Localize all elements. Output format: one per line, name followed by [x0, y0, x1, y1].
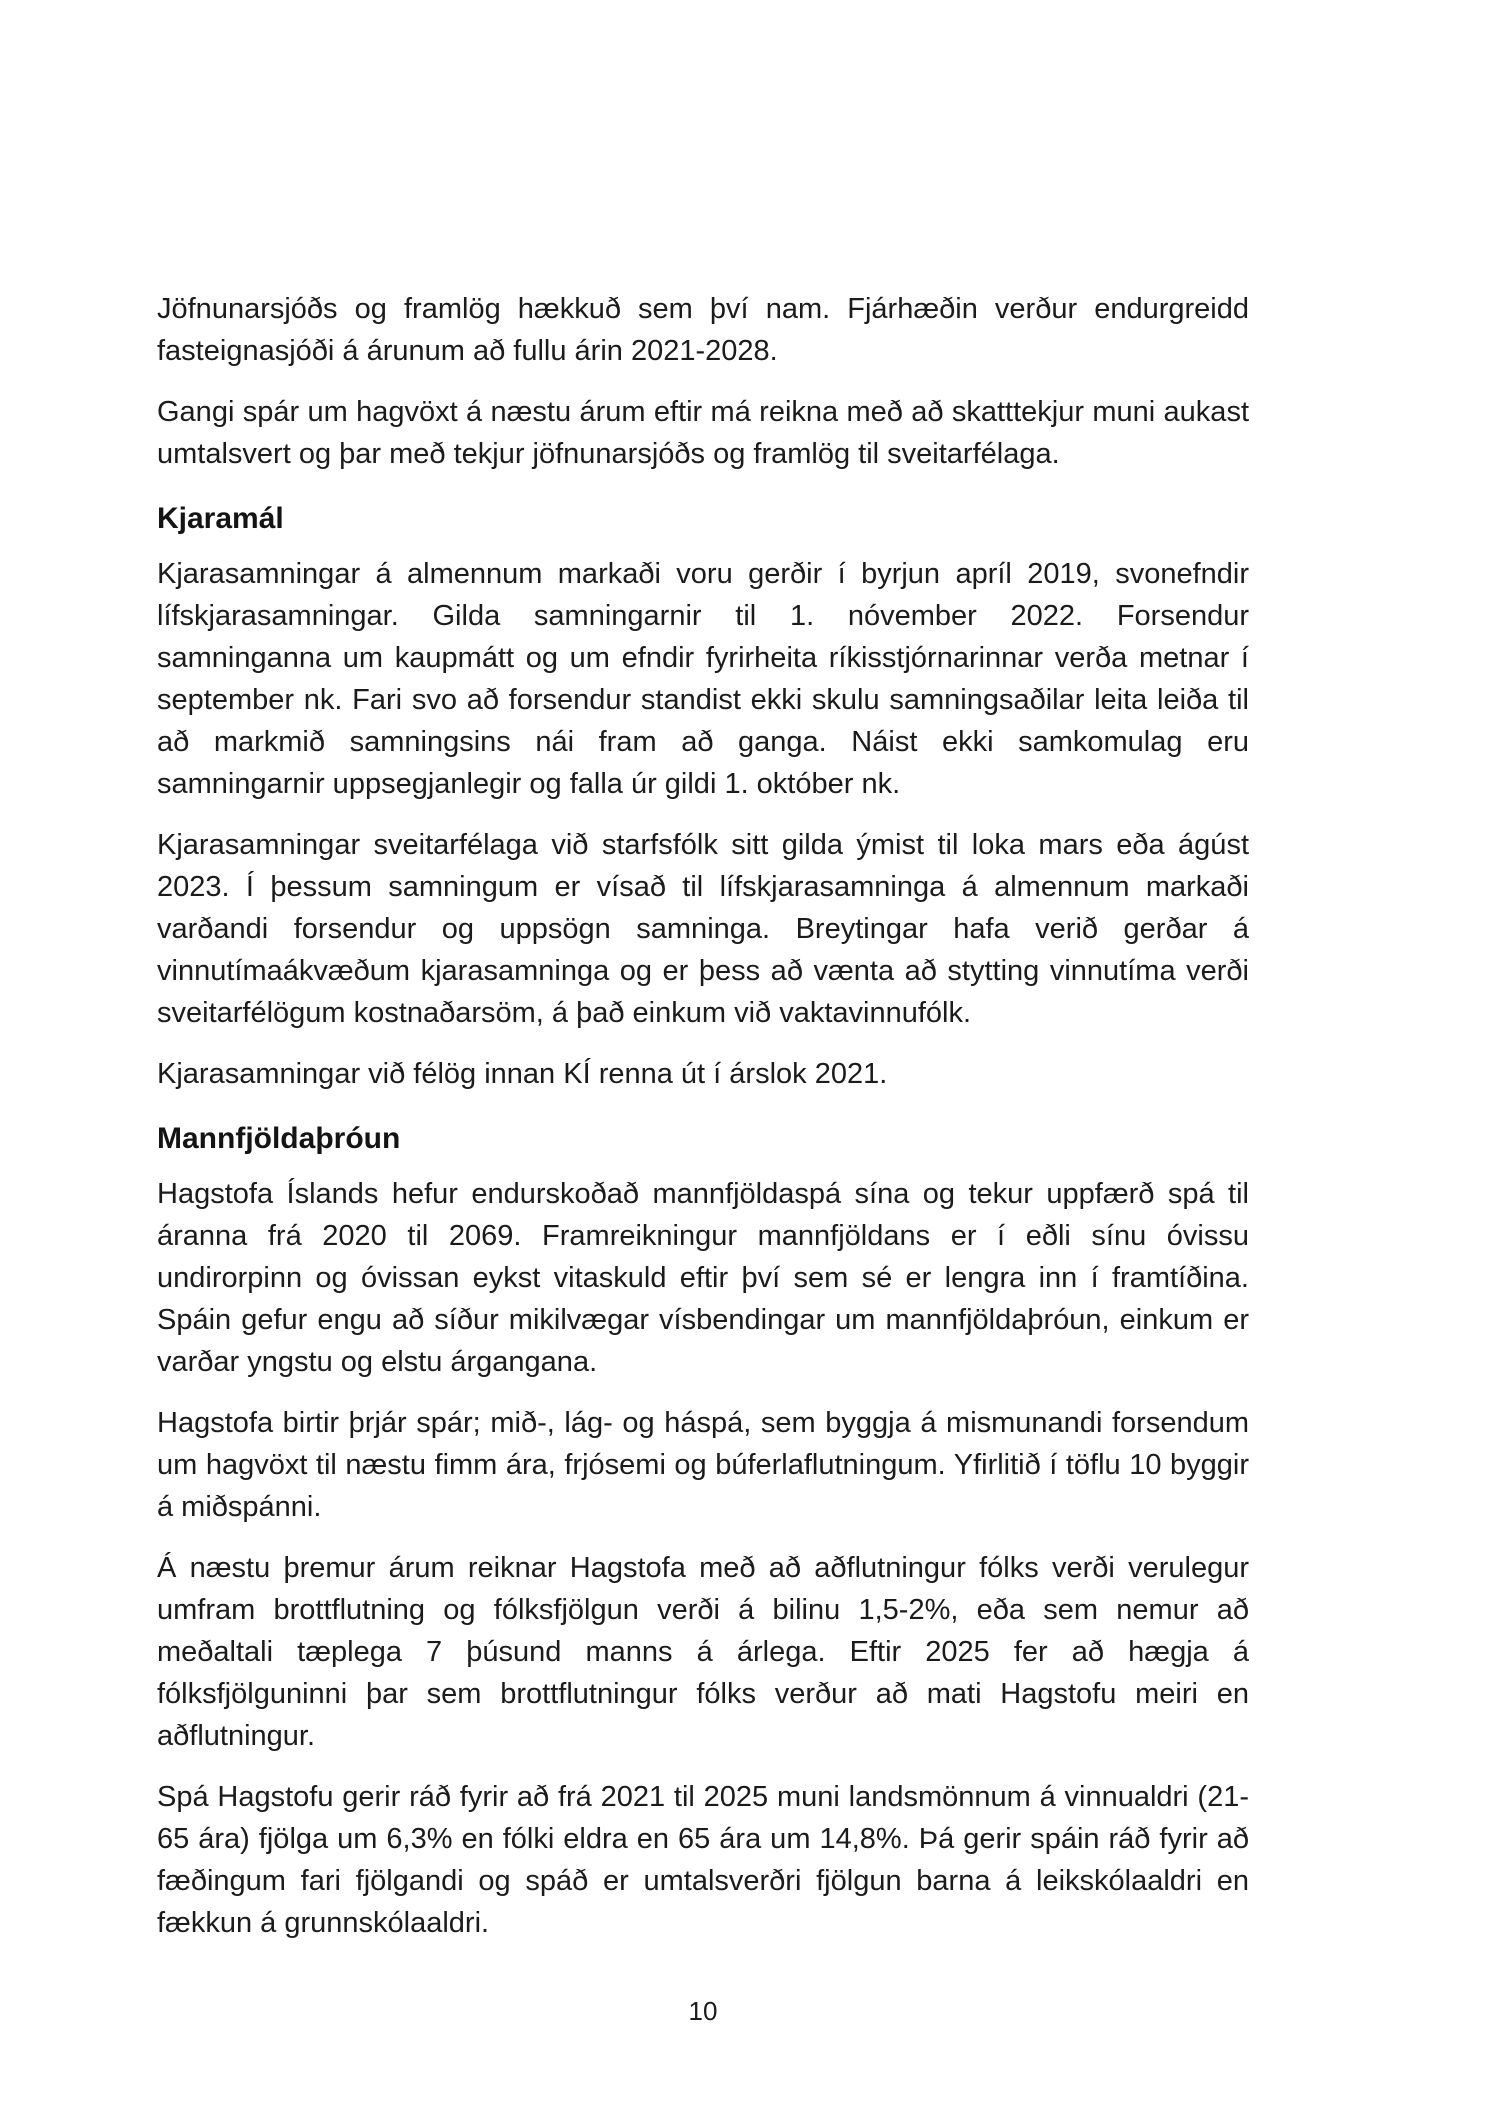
paragraph: Spá Hagstofu gerir ráð fyrir að frá 2021 til 2025 muni landsmönnum á vinnualdri (21-65 ára) fjölga um 6,3% en fólki eldra en 65 ára um 14,8%. Þá gerir spáin ráð fyrir að fæðingum fari fjölgandi og spáð er umtalsverðri fjölgun barna á leikskólaaldri en fækkun á grunnskólaaldri. — [157, 1781, 1249, 1939]
paragraph: Hagstofa Íslands hefur endurskoðað mannfjöldaspá sína og tekur uppfærð spá til áranna frá 2020 til 2069. Framreikningur mannfjöldans er í eðli sínu óvissu undirorpinn og óvissan eykst vitaskuld eftir því sem sé er lengra inn í framtíðina. Spáin gefur engu að síður mikilvægar vísbendingar um mannfjöldaþróun, einkum er varðar yngstu og elstu árgangana. — [157, 1178, 1249, 1378]
section-heading-mannfjoldathroun: Mannfjöldaþróun — [157, 1122, 401, 1155]
paragraph: Gangi spár um hagvöxt á næstu árum eftir má reikna með að skatttekjur muni aukast umtalsvert og þar með tekjur jöfnunarsjóðs og framlög til sveitarfélaga. — [157, 396, 1249, 470]
paragraph: Hagstofa birtir þrjár spár; mið-, lág- og háspá, sem byggja á mismunandi forsendum um hagvöxt til næstu fimm ára, frjósemi og búferlaflutningum. Yfirlitið í töflu 10 byggir á miðspánni. — [157, 1407, 1249, 1523]
paragraph: Kjarasamningar sveitarfélaga við starfsfólk sitt gilda ýmist til loka mars eða ágúst 2023. Í þessum samningum er vísað til lífskjarasamninga á almennum markaði varðandi forsendur og uppsögn samninga. Breytingar hafa verið gerðar á vinnutímaákvæðum kjarasamninga og er þess að vænta að stytting vinnutíma verði sveitarfélögum kostnaðarsöm, á það einkum við vaktavinnufólk. — [157, 829, 1249, 1029]
page-footer — [157, 1996, 1249, 2026]
section-heading-kjaramal: Kjaramál — [157, 502, 284, 535]
paragraph: Kjarasamningar á almennum markaði voru gerðir í byrjun apríl 2019, svonefndir lífskjarasamningar. Gilda samningarnir til 1. nóvember 2022. Forsendur samninganna um kaupmátt og um efndir fyrirheita ríkisstjórnarinnar verða metnar í september nk. Fari svo að forsendur standist ekki skulu samningsaðilar leita leiða til að markmið samningsins nái fram að ganga. Náist ekki samkomulag eru samningarnir uppsegjanlegir og falla úr gildi 1. október nk. — [157, 558, 1249, 800]
page-number: 10 — [688, 1996, 718, 2026]
paragraph: Kjarasamningar við félög innan KÍ renna út í árslok 2021. — [157, 1058, 888, 1090]
paragraph: Jöfnunarsjóðs og framlög hækkuð sem því nam. Fjárhæðin verður endurgreidd fasteignasjóði á árunum að fullu árin 2021-2028. — [157, 293, 1249, 367]
paragraph: Á næstu þremur árum reiknar Hagstofa með að aðflutningur fólks verði verulegur umfram brottflutning og fólksfjölgun verði á bilinu 1,5-2%, eða sem nemur að meðaltali tæplega 7 þúsund manns á árlega. Eftir 2025 fer að hægja á fólksfjölguninni þar sem brottflutningur fólks verður að mati Hagstofu meiri en aðflutningur. — [157, 1552, 1249, 1752]
document-body — [157, 288, 1249, 1963]
